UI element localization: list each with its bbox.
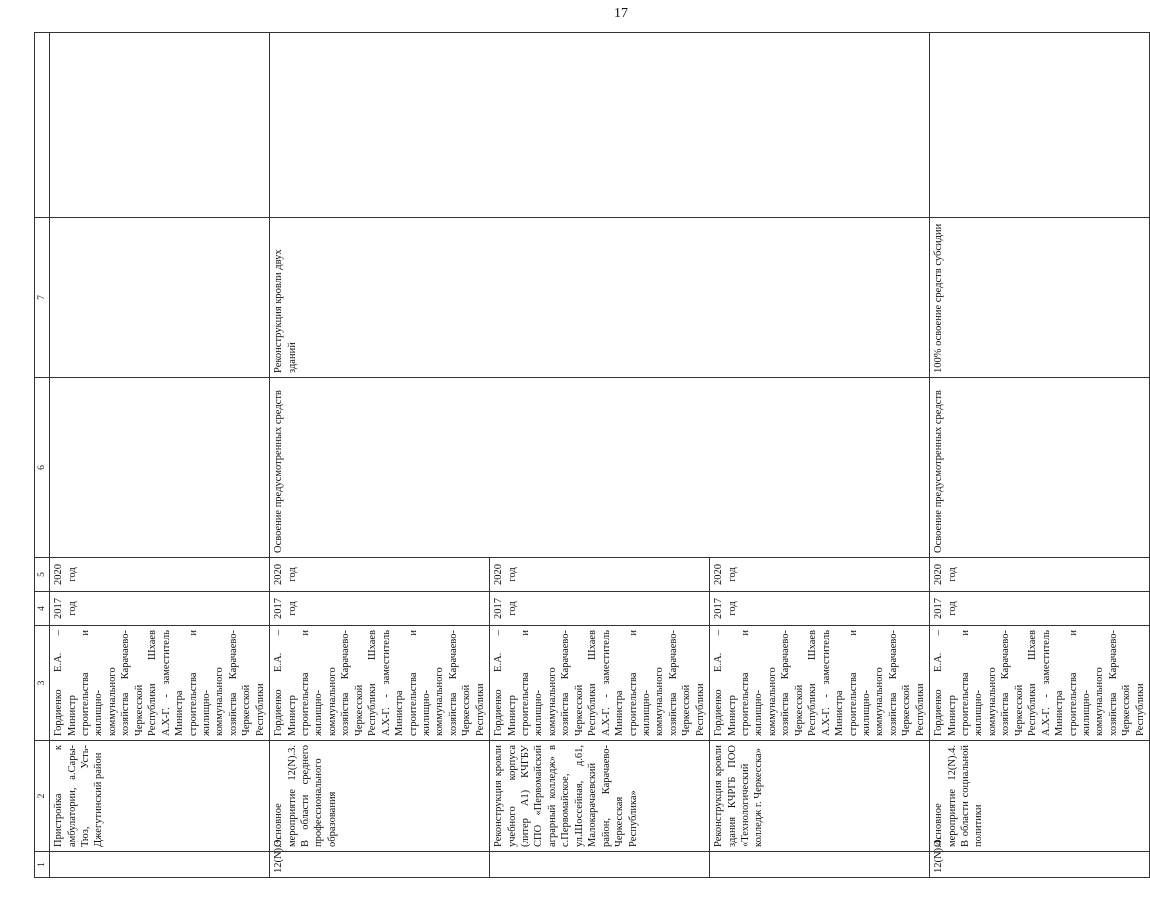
row-start-year: 2017 год [930, 592, 1150, 626]
row-code [490, 852, 710, 878]
row-start-year: 2017 год [270, 592, 490, 626]
row-responsible: Гордиенко Е.А. – Министр строительства и жилищно-коммунального хозяйства Карачаево-Черкесской Республики Шхаев А.Х-Г. - заместитель Министра строительства и жилищно-коммунального хозяйства Карачаево-Черкесской Республики [270, 626, 490, 741]
column-numbers-row [35, 33, 50, 878]
row-responsible: Гордиенко Е.А. – Министр строительства и жилищно-коммунального хозяйства Карачаево-Черкесской Республики Шхаев А.Х-Г. - заместитель Министра строительства и жилищно-коммунального хозяйства Карачаево-Черкесской Республики [490, 626, 710, 741]
row-name: Основное мероприятие 12(N).3. В области среднего профессионального образования [270, 741, 490, 852]
col-number: 7 [35, 218, 50, 378]
table-row [270, 33, 490, 878]
table-row [930, 33, 1150, 878]
row-responsible: Гордиенко Е.А. – Министр строительства и жилищно-коммунального хозяйства Карачаево-Черкесской Республики Шхаев А.Х-Г. - заместитель Министра строительства и жилищно-коммунального хозяйства Карачаево-Черкесской Республики [50, 626, 270, 741]
program-table [34, 32, 1150, 878]
table-row [50, 33, 270, 878]
row-end-year: 2020 год [710, 558, 930, 592]
row-start-year: 2017 год [710, 592, 930, 626]
col-number: 4 [35, 592, 50, 626]
col-number: 3 [35, 626, 50, 741]
row-code: 12(N).3. [270, 852, 490, 878]
row-measures: Реконструкция кровли двух зданий [270, 218, 930, 378]
row-last [930, 33, 1150, 218]
col-number: 5 [35, 558, 50, 592]
row-name: Реконструкция кровли учебного корпуса (литер А1) КЧГБУ СПО «Первомайский аграрный колледж» в с.Первомайское, ул.Шоссейная, д.61, Малокарачаевский район, Карачаево-Черкесская Республика» [490, 741, 710, 852]
row-name: Пристройка к амбулатории, а.Сары-Тюз, Усть-Джегутинский район [50, 741, 270, 852]
col-number: 1 [35, 852, 50, 878]
row-code [50, 852, 270, 878]
row-code [710, 852, 930, 878]
rotated-page [34, 33, 1146, 878]
row-measures [50, 218, 270, 378]
row-last [270, 33, 930, 218]
row-responsible: Гордиенко Е.А. – Министр строительства и жилищно-коммунального хозяйства Карачаево-Черкесской Республики Шхаев А.Х-Г. - заместитель Министра строительства и жилищно-коммунального хозяйства Карачаево-Черкесской Республики [930, 626, 1150, 741]
col-number: 6 [35, 378, 50, 558]
row-end-year: 2020 год [930, 558, 1150, 592]
row-result [50, 378, 270, 558]
row-start-year: 2017 год [50, 592, 270, 626]
page-number: 17 [614, 6, 628, 21]
row-responsible: Гордиенко Е.А. – Министр строительства и жилищно-коммунального хозяйства Карачаево-Черкесской Республики Шхаев А.Х-Г. - заместитель Министра строительства и жилищно-коммунального хозяйства Карачаево-Черкесской Республики [710, 626, 930, 741]
row-end-year: 2020 год [50, 558, 270, 592]
row-result: Освоение предусмотренных средств [270, 378, 930, 558]
row-start-year: 2017 год [490, 592, 710, 626]
row-end-year: 2020 год [490, 558, 710, 592]
col-number [35, 33, 50, 218]
row-measures: 100% освоение средств субсидии [930, 218, 1150, 378]
row-code: 12(N).4. [930, 852, 1150, 878]
row-name: Реконструкция кровли здания КЧРГБ ПОО «Технологический колледж г. Черкесска» [710, 741, 930, 852]
row-last [50, 33, 270, 218]
row-name: Основное мероприятие 12(N).4. В области социальной политики [930, 741, 1150, 852]
col-number: 2 [35, 741, 50, 852]
row-end-year: 2020 год [270, 558, 490, 592]
row-result: Освоение предусмотренных средств [930, 378, 1150, 558]
